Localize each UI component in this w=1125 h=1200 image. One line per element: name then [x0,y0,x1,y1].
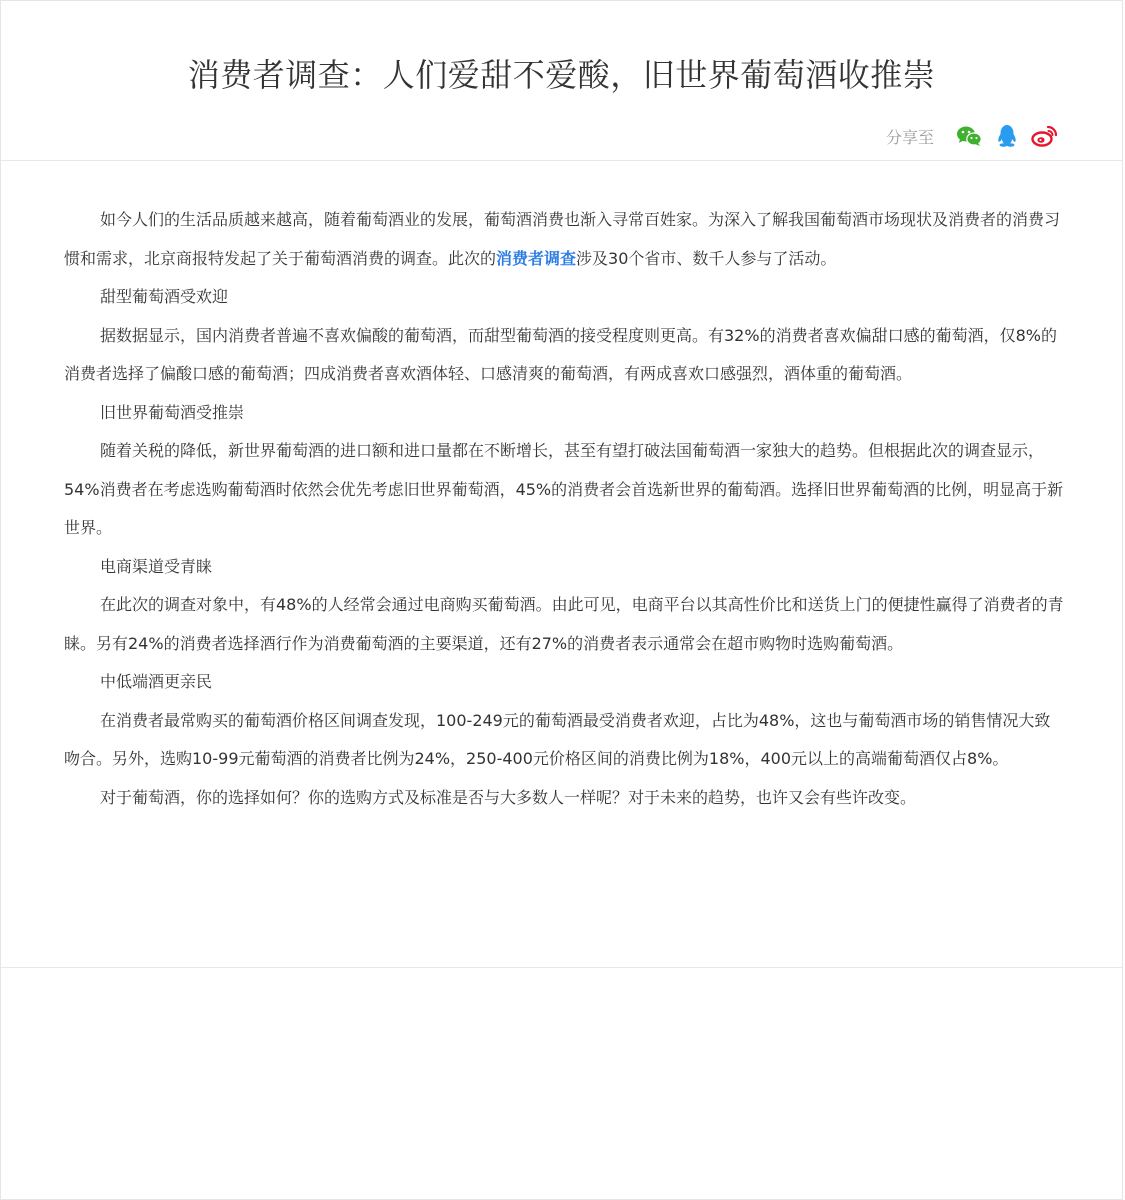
section-heading: 甜型葡萄酒受欢迎 [100,287,229,306]
paragraph: 据数据显示，国内消费者普遍不喜欢偏酸的葡萄酒，而甜型葡萄酒的接受程度则更高。有32%的消费者喜欢偏甜口感的葡萄酒，仅8%的消费者选择了偏酸口感的葡萄酒；四成消费者喜欢酒体轻、口感清爽的葡萄酒，有两成喜欢口感强烈，酒体重的葡萄酒。 [64,325,1057,383]
paragraph: 随着关税的降低，新世界葡萄酒的进口额和进口量都在不断增长，甚至有望打破法国葡萄酒一家独大的趋势。但根据此次的调查显示，54%消费者在考虑选购葡萄酒时依然会优先考虑旧世界葡萄酒，45%的消费者会首选新世界的葡萄酒。选择旧世界葡萄酒的比例，明显高于新世界。 [64,441,1064,537]
paragraph [64,201,1064,278]
article-body [64,201,1064,817]
paragraph: 对于葡萄酒，你的选择如何？你的选购方式及标准是否与大多数人一样呢？对于未来的趋势，也许又会有些许改变。 [100,787,917,807]
section-heading: 旧世界葡萄酒受推崇 [100,402,245,422]
section-heading: 中低端酒更亲民 [100,672,213,691]
weibo-icon[interactable] [1030,121,1060,151]
section-heading: 电商渠道受青睐 [100,556,213,576]
paragraph-text: 涉及30个省市、数千人参与了活动。 [576,248,837,268]
share-bar [886,121,1060,151]
divider [1,967,1122,968]
share-label: 分享至 [885,127,934,147]
qq-icon[interactable] [992,121,1022,151]
paragraph-text: 如今人们的生活品质越来越高，随着葡萄酒业的发展，葡萄酒消费也渐入寻常百姓家。为深入了解我国葡萄酒市场现状及消费者的消费习惯和需求，北京商报特发起了关于葡萄酒消费的调查。此次的 [64,210,1061,268]
wechat-icon[interactable] [954,121,984,151]
article-header [1,1,1122,161]
paragraph: 在此次的调查对象中，有48%的人经常会通过电商购买葡萄酒。由此可见，电商平台以其高性价比和送货上门的便捷性赢得了消费者的青睐。另有24%的消费者选择酒行作为消费葡萄酒的主要渠道，还有27%的消费者表示通常会在超市购物时选购葡萄酒。 [64,595,1064,653]
paragraph: 在消费者最常购买的葡萄酒价格区间调查发现，100-249元的葡萄酒最受消费者欢迎，占比为48%，这也与葡萄酒市场的销售情况大致吻合。另外，选购10-99元葡萄酒的消费者比例为24%，250-400元价格区间的消费比例为18%，400元以上的高端葡萄酒仅占8%。 [64,710,1051,768]
consumer-survey-link[interactable]: 消费者调查 [496,248,577,268]
article-title: 消费者调查：人们爱甜不爱酸，旧世界葡萄酒收推崇 [187,56,936,94]
